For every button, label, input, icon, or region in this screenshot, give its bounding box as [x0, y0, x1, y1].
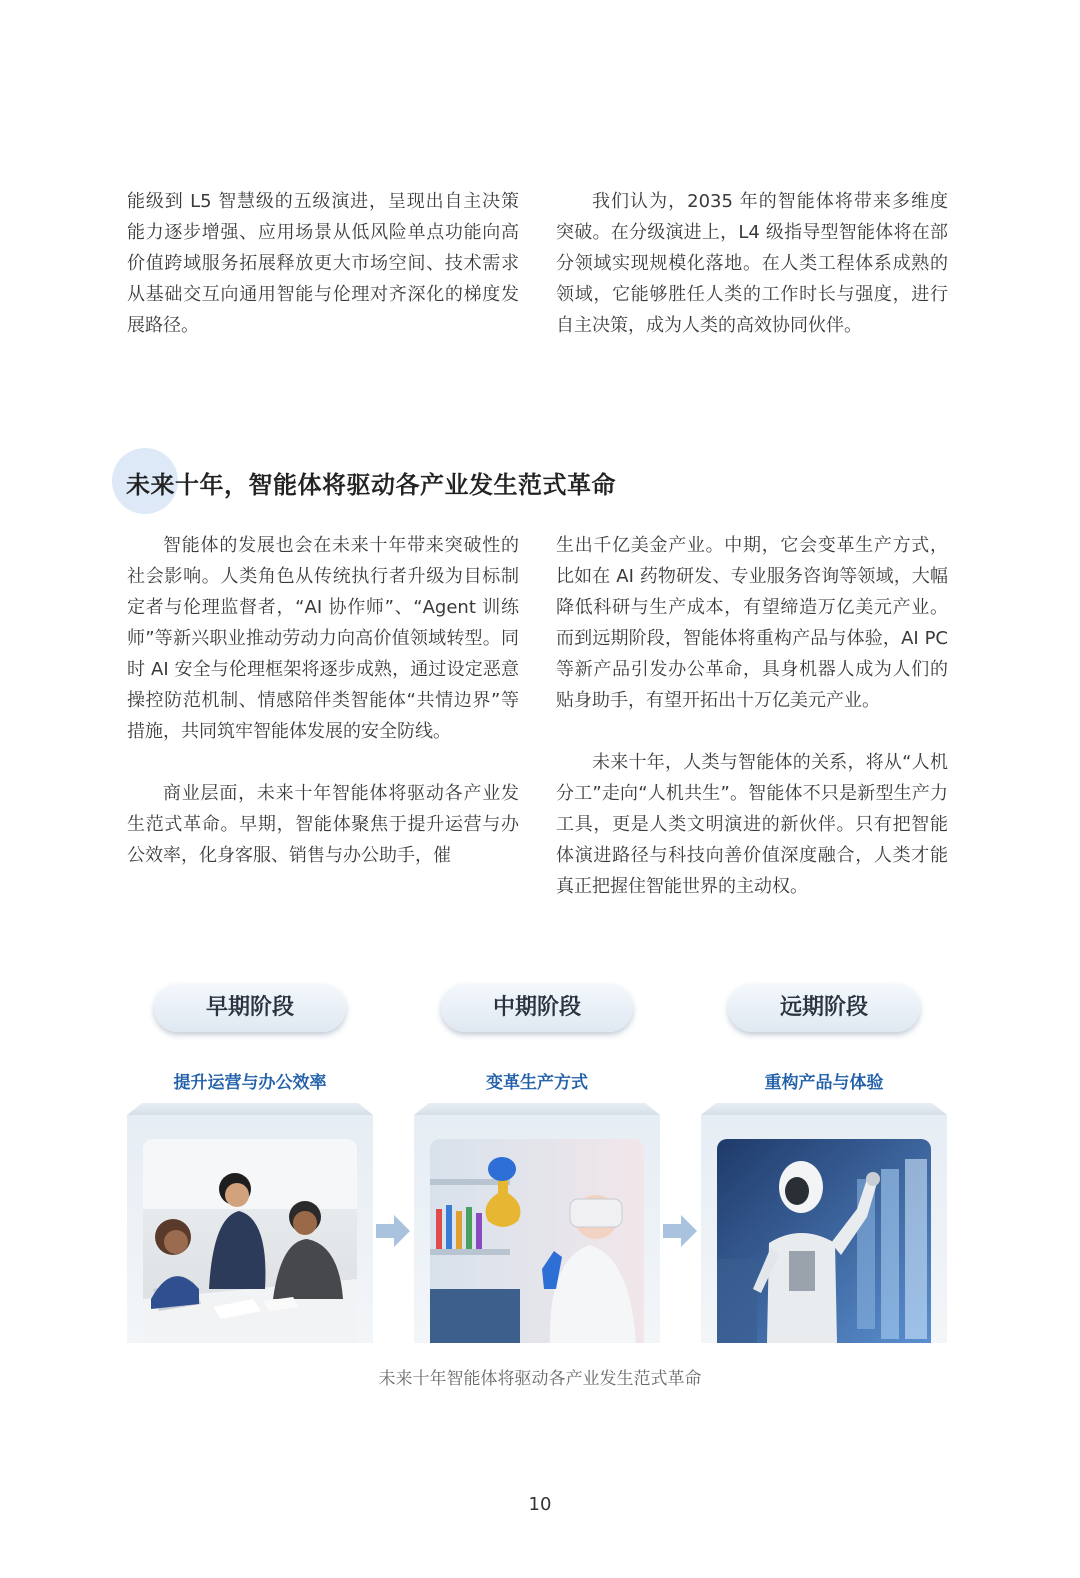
body-right-paragraph-2: 未来十年，人类与智能体的关系，将从“人机分工”走向“人机共生”。智能体不只是新型生产力工具，更是人类文明演进的新伙伴。只有把智能体演进路径与科技向善价值深度融合，人类才能真正把握住智能世界的主动权。 [556, 752, 948, 897]
stage-subtitle: 提升运营与办公效率 [173, 1073, 327, 1093]
body-left-column [127, 530, 519, 871]
office-team-photo [143, 1139, 357, 1343]
body-right-paragraph-1: 生出千亿美金产业。中期，它会变革生产方式，比如在 AI 药物研发、专业服务咨询等领域，大幅降低科研与生产成本，有望缔造万亿美元产业。而到远期阶段，智能体将重构产品与体验，AI PC 等新产品引发办公革命，具身机器人成为人们的贴身助手，有望开拓出十万亿美元产业。 [556, 535, 948, 711]
stage-panel [701, 1103, 947, 1343]
stage-label: 远期阶段 [728, 984, 920, 1032]
lab-scientist-vr-photo [430, 1139, 644, 1343]
stage-label: 早期阶段 [154, 984, 346, 1032]
body-left-paragraph-2: 商业层面，未来十年智能体将驱动各产业发生范式革命。早期，智能体聚焦于提升运营与办公效率，化身客服、销售与办公助手，催 [127, 783, 519, 866]
stage-mid [414, 984, 660, 1343]
stage-panel [414, 1103, 660, 1343]
stage-late [701, 984, 947, 1343]
stage-panel [127, 1103, 373, 1343]
top-left-column [127, 186, 519, 341]
stage-label: 中期阶段 [441, 984, 633, 1032]
body-right-column [556, 530, 948, 902]
top-left-paragraph: 能级到 L5 智慧级的五级演进，呈现出自主决策能力逐步增强、应用场景从低风险单点功能向高价值跨域服务拓展释放更大市场空间、技术需求从基础交互向通用智能与伦理对齐深化的梯度发展路径。 [127, 191, 519, 336]
stage-early [127, 984, 373, 1343]
section-heading [112, 448, 812, 518]
top-right-paragraph: 我们认为，2035 年的智能体将带来多维度突破。在分级演进上，L4 级指导型智能体将在部分领域实现规模化落地。在人类工程体系成熟的领域，它能够胜任人类的工作时长与强度，进行自主决策，成为人类的高效协同伙伴。 [556, 191, 948, 336]
stage-subtitle: 变革生产方式 [486, 1073, 588, 1093]
arrow-right-icon [661, 1212, 699, 1250]
section-title: 未来十年，智能体将驱动各产业发生范式革命 [126, 471, 616, 499]
stage-subtitle: 重构产品与体验 [764, 1073, 884, 1093]
humanoid-robot-photo [717, 1139, 931, 1343]
body-left-paragraph-1: 智能体的发展也会在未来十年带来突破性的社会影响。人类角色从传统执行者升级为目标制定者与伦理监督者，“AI 协作师”、“Agent 训练师”等新兴职业推动劳动力向高价值领域转型。同时 AI 安全与伦理框架将逐步成熟，通过设定恶意操控防范机制、情感陪伴类智能体“共情边界”等措施，共同筑牢智能体发展的安全防线。 [127, 535, 519, 742]
top-right-column [556, 186, 948, 341]
page-number: 10 [528, 1494, 552, 1515]
figure-caption: 未来十年智能体将驱动各产业发生范式革命 [378, 1369, 702, 1389]
arrow-right-icon [374, 1212, 412, 1250]
